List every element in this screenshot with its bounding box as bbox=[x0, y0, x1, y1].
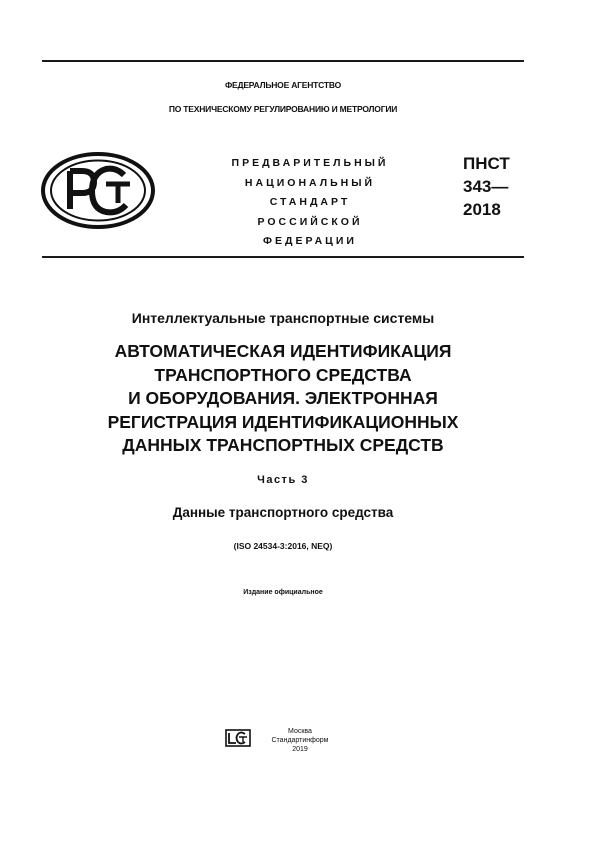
gost-r-logo-icon bbox=[40, 151, 156, 230]
edition-note: Издание официальное bbox=[243, 589, 323, 596]
publisher-year: 2019 bbox=[292, 746, 308, 753]
main-title-line: ДАННЫХ ТРАНСПОРТНЫХ СРЕДСТВ bbox=[122, 435, 444, 455]
main-title-line: ТРАНСПОРТНОГО СРЕДСТВА bbox=[154, 364, 412, 385]
standard-type-line: НАЦИОНАЛЬНЫЙ bbox=[244, 176, 376, 189]
standard-type-line: РОССИЙСКОЙ bbox=[257, 215, 363, 228]
standard-code-line: 343— bbox=[463, 177, 509, 196]
standartinform-logo-icon bbox=[225, 729, 251, 747]
publisher-name: Стандартинформ bbox=[271, 737, 329, 744]
agency-line-1: ФЕДЕРАЛЬНОЕ АГЕНТСТВО bbox=[224, 80, 342, 90]
main-title bbox=[42, 340, 524, 458]
main-title-line: АВТОМАТИЧЕСКАЯ ИДЕНТИФИКАЦИЯ bbox=[114, 341, 452, 361]
main-title-line: И ОБОРУДОВАНИЯ. ЭЛЕКТРОННАЯ bbox=[128, 388, 438, 408]
iso-reference: (ISO 24534-3:2016, NEQ) bbox=[233, 541, 333, 551]
part-subtitle: Данные транспортного средства bbox=[172, 505, 394, 520]
part-number: Часть 3 bbox=[257, 474, 309, 486]
standard-type-line: СТАНДАРТ bbox=[269, 196, 351, 208]
top-rule bbox=[42, 60, 524, 62]
middle-rule bbox=[42, 256, 524, 258]
standard-type-line: ПРЕДВАРИТЕЛЬНЫЙ bbox=[231, 157, 389, 169]
standard-code-line: 2018 bbox=[463, 200, 501, 219]
standard-type-block bbox=[200, 154, 420, 252]
publisher-info bbox=[260, 727, 340, 754]
standard-code-line: ПНСТ bbox=[463, 154, 510, 173]
agency-line-2: ПО ТЕХНИЧЕСКОМУ РЕГУЛИРОВАНИЮ И МЕТРОЛОГИИ bbox=[168, 104, 398, 114]
standard-code bbox=[463, 152, 510, 221]
main-title-line: РЕГИСТРАЦИЯ ИДЕНТИФИКАЦИОННЫХ bbox=[107, 411, 459, 432]
publisher-city: Москва bbox=[288, 728, 312, 735]
series-title: Интеллектуальные транспортные системы bbox=[131, 310, 435, 326]
standard-type-line: ФЕДЕРАЦИИ bbox=[263, 235, 357, 247]
